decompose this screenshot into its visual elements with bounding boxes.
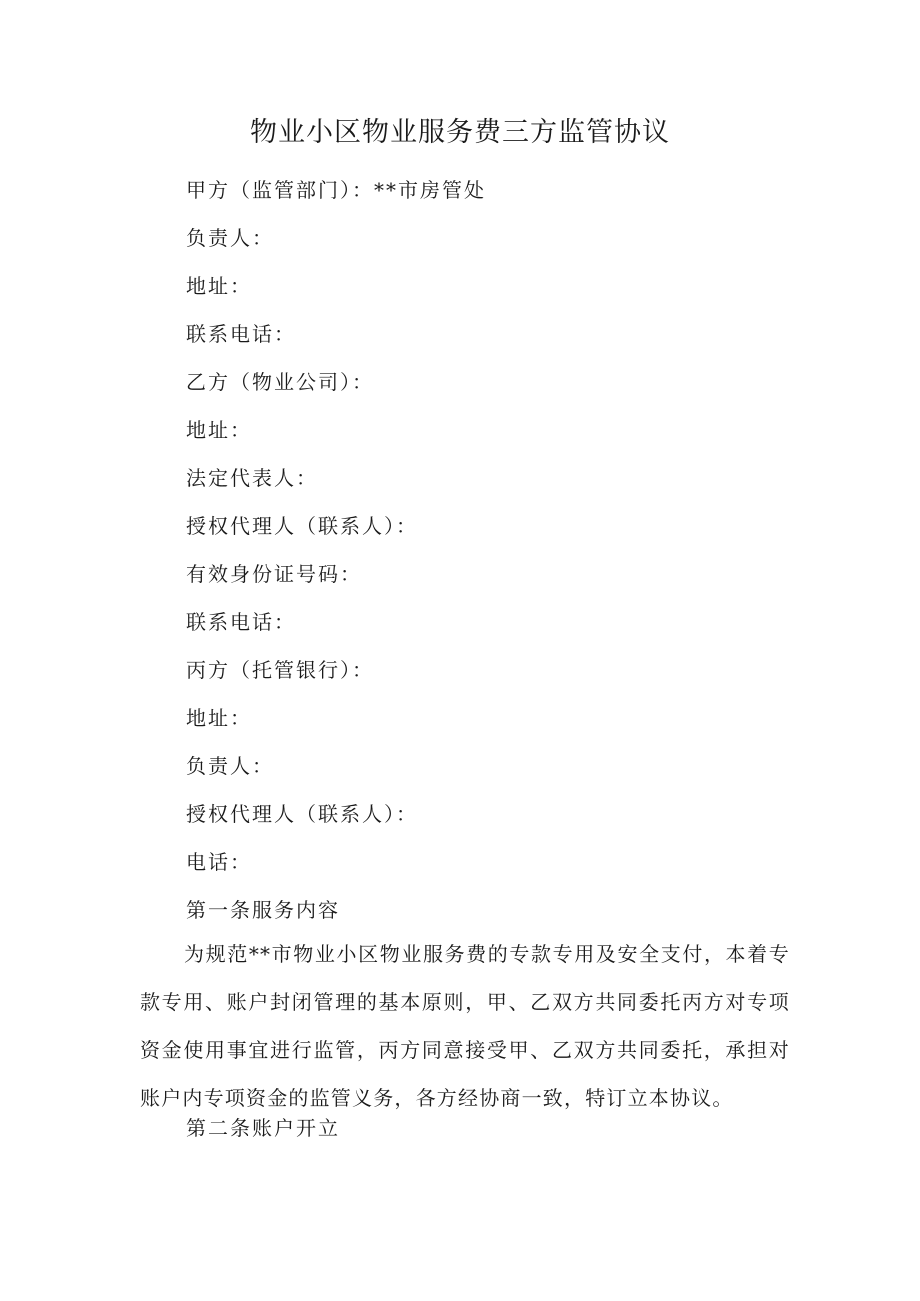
- party-a-phone-line: 联系电话：: [186, 322, 296, 346]
- party-b-address-line: 地址：: [186, 418, 252, 442]
- party-b-line: 乙方（物业公司）：: [186, 370, 374, 394]
- party-c-responsible-line: 负责人：: [186, 754, 274, 778]
- section-2-heading: 第二条账户开立: [186, 1116, 340, 1140]
- party-c-address-line: 地址：: [186, 706, 252, 730]
- party-info-list: [186, 166, 486, 934]
- section-1-paragraph: 为规范**市物业小区物业服务费的专款专用及安全支付，本着专款专用、账户封闭管理的基本原则，甲、乙双方共同委托丙方对专项资金使用事宜进行监管，丙方同意接受甲、乙双方共同委托，承担对账户内专项资金的监管义务，各方经协商一致，特订立本协议。: [140, 942, 790, 1110]
- party-c-phone-line: 电话：: [186, 850, 252, 874]
- document-title: 物业小区物业服务费三方监管协议: [250, 117, 670, 148]
- party-c-line: 丙方（托管银行）：: [186, 658, 374, 682]
- party-b-legal-rep-line: 法定代表人：: [186, 466, 318, 490]
- section-1-heading: 第一条服务内容: [186, 898, 340, 922]
- party-c-agent-line: 授权代理人（联系人）：: [186, 802, 418, 826]
- party-b-agent-line: 授权代理人（联系人）：: [186, 514, 418, 538]
- party-a-responsible-line: 负责人：: [186, 226, 274, 250]
- party-b-phone-line: 联系电话：: [186, 610, 296, 634]
- party-a-line: 甲方（监管部门）：**市房管处: [186, 178, 486, 202]
- party-b-id-number-line: 有效身份证号码：: [186, 562, 362, 586]
- party-a-address-line: 地址：: [186, 274, 252, 298]
